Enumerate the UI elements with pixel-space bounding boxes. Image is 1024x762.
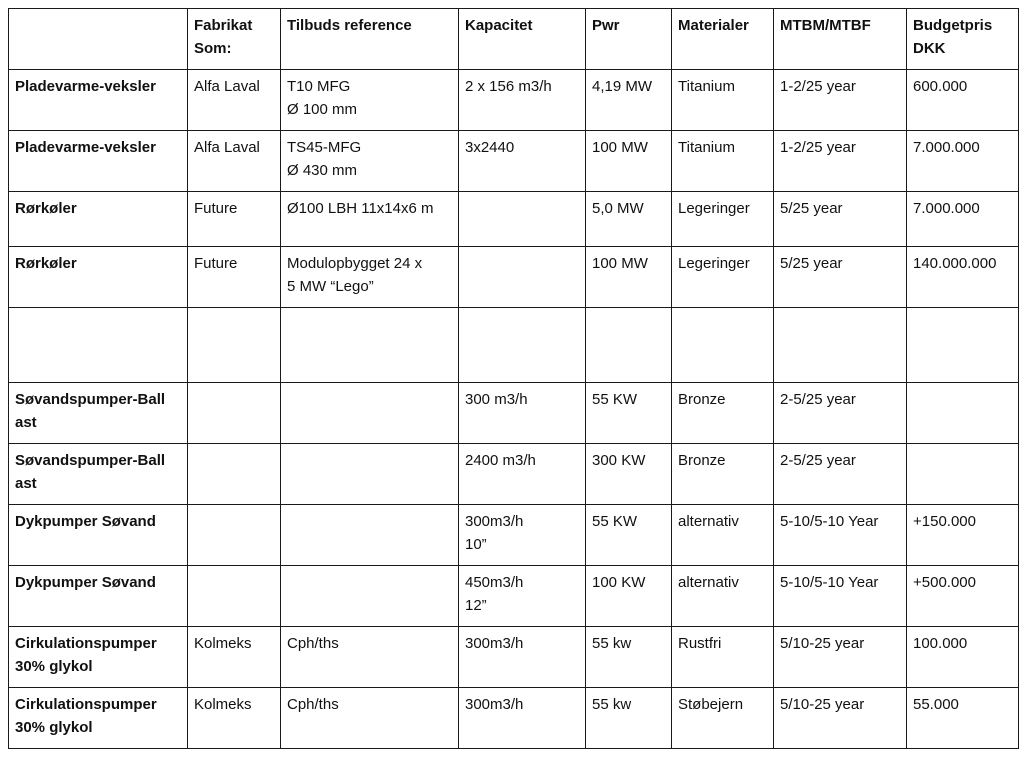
- cell-reference: Modulopbygget 24 x 5 MW “Lego”: [281, 247, 459, 308]
- cell-budget: 7.000.000: [907, 131, 1019, 192]
- header-item: [9, 9, 188, 70]
- cell-materialer: [672, 308, 774, 383]
- cell-fabrikat: Alfa Laval: [188, 70, 281, 131]
- cell-item: Cirkulationspumper 30% glykol: [9, 627, 188, 688]
- cell-materialer: Titanium: [672, 70, 774, 131]
- cell-pwr: 55 kw: [586, 688, 672, 749]
- cell-pwr: 55 kw: [586, 627, 672, 688]
- cell-pwr: 300 KW: [586, 444, 672, 505]
- cell-budget: 100.000: [907, 627, 1019, 688]
- cell-item: Dykpumper Søvand: [9, 505, 188, 566]
- cell-kapacitet: 300m3/h: [459, 688, 586, 749]
- cell-kapacitet: 300 m3/h: [459, 383, 586, 444]
- table-row: [9, 383, 1019, 444]
- cell-reference: [281, 566, 459, 627]
- cell-item: Pladevarme-veksler: [9, 70, 188, 131]
- cell-materialer: Titanium: [672, 131, 774, 192]
- cell-materialer: Rustfri: [672, 627, 774, 688]
- cell-mtbm: 5/10-25 year: [774, 627, 907, 688]
- cell-kapacitet: 3x2440: [459, 131, 586, 192]
- cell-fabrikat: [188, 308, 281, 383]
- header-mtbm: MTBM/MTBF: [774, 9, 907, 70]
- cell-fabrikat: Future: [188, 247, 281, 308]
- cell-reference: [281, 505, 459, 566]
- cell-item: Cirkulationspumper 30% glykol: [9, 688, 188, 749]
- cell-fabrikat: Alfa Laval: [188, 131, 281, 192]
- cell-budget: [907, 444, 1019, 505]
- table-row: [9, 192, 1019, 247]
- cell-kapacitet: 450m3/h 12”: [459, 566, 586, 627]
- cell-reference: Ø100 LBH 11x14x6 m: [281, 192, 459, 247]
- cell-reference: Cph/ths: [281, 627, 459, 688]
- cell-materialer: Bronze: [672, 383, 774, 444]
- cell-reference: [281, 383, 459, 444]
- cell-pwr: 100 MW: [586, 131, 672, 192]
- cell-budget: [907, 383, 1019, 444]
- header-kapacitet: Kapacitet: [459, 9, 586, 70]
- cell-materialer: Bronze: [672, 444, 774, 505]
- cell-kapacitet: 300m3/h 10”: [459, 505, 586, 566]
- cell-budget: 600.000: [907, 70, 1019, 131]
- cell-materialer: Støbejern: [672, 688, 774, 749]
- cell-mtbm: 5-10/5-10 Year: [774, 505, 907, 566]
- cell-pwr: 100 MW: [586, 247, 672, 308]
- table-body: [9, 9, 1019, 749]
- cell-reference: TS45-MFG Ø 430 mm: [281, 131, 459, 192]
- cell-fabrikat: [188, 383, 281, 444]
- cell-budget: +150.000: [907, 505, 1019, 566]
- cell-fabrikat: Future: [188, 192, 281, 247]
- cell-item: Søvandspumper-Ball ast: [9, 444, 188, 505]
- cell-mtbm: 1-2/25 year: [774, 70, 907, 131]
- cell-reference: Cph/ths: [281, 688, 459, 749]
- cell-fabrikat: [188, 444, 281, 505]
- cell-fabrikat: Kolmeks: [188, 627, 281, 688]
- cell-materialer: Legeringer: [672, 247, 774, 308]
- table-row: [9, 444, 1019, 505]
- cell-mtbm: 1-2/25 year: [774, 131, 907, 192]
- header-row: [9, 9, 1019, 70]
- cell-mtbm: 5-10/5-10 Year: [774, 566, 907, 627]
- table-row: [9, 308, 1019, 383]
- header-budget: Budgetpris DKK: [907, 9, 1019, 70]
- cell-mtbm: 2-5/25 year: [774, 444, 907, 505]
- cell-item: [9, 308, 188, 383]
- cell-fabrikat: Kolmeks: [188, 688, 281, 749]
- cell-reference: T10 MFG Ø 100 mm: [281, 70, 459, 131]
- cell-mtbm: 2-5/25 year: [774, 383, 907, 444]
- cell-kapacitet: 300m3/h: [459, 627, 586, 688]
- cell-mtbm: [774, 308, 907, 383]
- cell-item: Pladevarme-veksler: [9, 131, 188, 192]
- cell-kapacitet: [459, 192, 586, 247]
- table-row: [9, 627, 1019, 688]
- cell-materialer: alternativ: [672, 566, 774, 627]
- cell-materialer: Legeringer: [672, 192, 774, 247]
- cell-reference: [281, 308, 459, 383]
- equipment-table: [8, 8, 1019, 749]
- cell-budget: 55.000: [907, 688, 1019, 749]
- cell-budget: 7.000.000: [907, 192, 1019, 247]
- cell-kapacitet: [459, 247, 586, 308]
- cell-item: Søvandspumper-Ball ast: [9, 383, 188, 444]
- cell-budget: +500.000: [907, 566, 1019, 627]
- cell-pwr: 55 KW: [586, 505, 672, 566]
- header-reference: Tilbuds reference: [281, 9, 459, 70]
- header-fabrikat: Fabrikat Som:: [188, 9, 281, 70]
- cell-pwr: 55 KW: [586, 383, 672, 444]
- cell-materialer: alternativ: [672, 505, 774, 566]
- table-row: [9, 131, 1019, 192]
- table-row: [9, 688, 1019, 749]
- cell-pwr: [586, 308, 672, 383]
- cell-item: Rørkøler: [9, 247, 188, 308]
- cell-kapacitet: 2400 m3/h: [459, 444, 586, 505]
- cell-mtbm: 5/25 year: [774, 247, 907, 308]
- cell-kapacitet: 2 x 156 m3/h: [459, 70, 586, 131]
- table-row: [9, 566, 1019, 627]
- cell-mtbm: 5/25 year: [774, 192, 907, 247]
- cell-item: Dykpumper Søvand: [9, 566, 188, 627]
- cell-pwr: 4,19 MW: [586, 70, 672, 131]
- header-pwr: Pwr: [586, 9, 672, 70]
- cell-budget: 140.000.000: [907, 247, 1019, 308]
- cell-pwr: 100 KW: [586, 566, 672, 627]
- header-materialer: Materialer: [672, 9, 774, 70]
- cell-mtbm: 5/10-25 year: [774, 688, 907, 749]
- cell-kapacitet: [459, 308, 586, 383]
- table-row: [9, 247, 1019, 308]
- cell-fabrikat: [188, 505, 281, 566]
- cell-pwr: 5,0 MW: [586, 192, 672, 247]
- cell-reference: [281, 444, 459, 505]
- table-row: [9, 505, 1019, 566]
- cell-budget: [907, 308, 1019, 383]
- cell-fabrikat: [188, 566, 281, 627]
- cell-item: Rørkøler: [9, 192, 188, 247]
- table-row: [9, 70, 1019, 131]
